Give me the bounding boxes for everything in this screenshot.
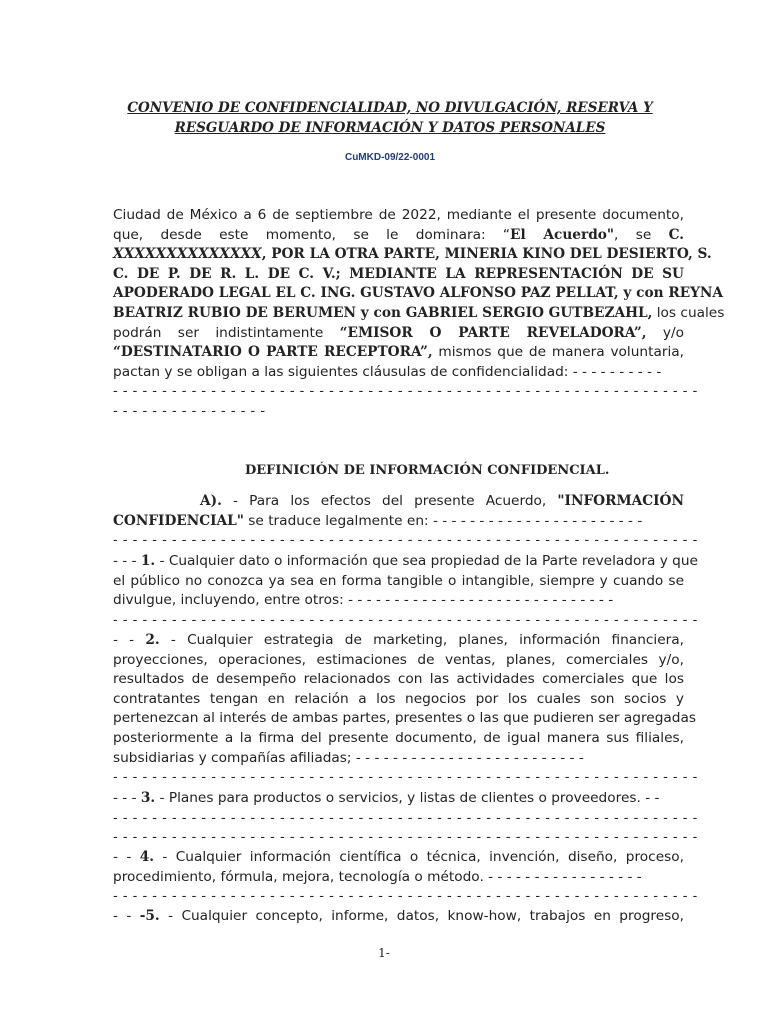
intro-line — [113, 226, 684, 246]
redacted-party: XXXXXXXXXXXXXX — [113, 246, 262, 263]
dash-filler: - - - - - - - - - - - - - - - - - - - - - - - - - - - - - - - - - - - - - - - - - - - - - - - - - - - - - - - - - - - - — [113, 612, 698, 628]
item-prefix: - - - — [113, 553, 141, 569]
item-line: divulgue, incluyendo, entre otros: - - - - - - - - - - - - - - - - - - - - - - - - - - - - - — [113, 592, 614, 609]
item-line: posteriormente a la firma del presente documento, de igual manera sus filiales, — [113, 729, 684, 746]
item-3 — [113, 789, 698, 848]
item-number: 4. — [139, 849, 154, 865]
intro-text: mismos que de manera voluntaria, — [432, 344, 685, 361]
intro-line — [113, 284, 724, 304]
dash-filler: - - - - - - - - - - - - - - - - — [113, 403, 266, 419]
item-line: subsidiarias y compañías afiliadas; - - - - - - - - - - - - - - - - - - - - - - - - - — [113, 749, 584, 766]
item-line: proyecciones, operaciones, estimaciones de ventas, planes, comerciales y/o, — [113, 651, 684, 668]
item-2 — [113, 631, 698, 788]
item-line: procedimiento, fórmula, mejora, tecnología o método. - - - - - - - - - - - - - - - - - — [113, 868, 642, 885]
intro-text: los cuales — [652, 304, 725, 321]
clause-bold: CONFIDENCIAL" — [113, 512, 244, 529]
item-number: 2. — [145, 632, 160, 648]
intro-bold: “DESTINATARIO O PARTE RECEPTORA”, — [113, 344, 433, 361]
clause-line — [113, 512, 684, 532]
item-line: el público no conozca ya sea en forma tangible o intangible, siempre y cuando se — [113, 572, 684, 589]
intro-text: podrán ser indistintamente — [113, 324, 340, 341]
clause-line — [113, 492, 684, 512]
item-5 — [113, 907, 684, 927]
clause-a — [113, 492, 698, 551]
dash-filler: - - - - - - - - - - - - - - - - - - - - - - - - - - - - - - - - - - - - - - - - - - - - - - - - - - - - - - - - - - - - — [113, 384, 698, 400]
clause-label: A). — [200, 493, 222, 509]
item-line: pertenezcan al interés de ambas partes, presentes o las que pudieren ser agregadas — [113, 710, 696, 727]
intro-line: Ciudad de México a 6 de septiembre de 2022, mediante el presente documento, — [113, 207, 684, 223]
intro-line — [113, 304, 725, 324]
intro-text: que, desde este momento, se le dominara: “ — [113, 226, 511, 243]
clause-bold: "INFORMACIÓN — [557, 493, 684, 509]
item-text: - Planes para productos o servicios, y listas de clientes o proveedores. - - — [155, 790, 660, 806]
item-line — [113, 552, 698, 572]
dash-filler: - - - - - - - - - - - - - - - - - - - - - - - - - - - - - - - - - - - - - - - - - - - - - - - - - - - - - - - - - - - - — [113, 830, 698, 846]
intro-line — [113, 324, 684, 344]
item-text: - Cualquier estrategia de marketing, planes, información financiera, — [159, 632, 684, 648]
item-line — [113, 848, 684, 868]
page-number: 1- — [378, 946, 390, 960]
intro-line: pactan y se obligan a las siguientes cláusulas de confidencialidad: - - - - - - - - - - — [113, 363, 662, 380]
item-number: -5. — [139, 908, 160, 924]
item-line: contratantes tengan en relación a los negocios por los cuales son socios y — [113, 690, 684, 707]
section-heading: DEFINICIÓN DE INFORMACIÓN CONFIDENCIAL. — [245, 463, 610, 478]
document-title — [110, 98, 670, 138]
item-text: - Cualquier información científica o técnica, invención, diseño, proceso, — [154, 849, 684, 865]
item-number: 3. — [140, 790, 156, 806]
item-line — [113, 631, 684, 651]
intro-bold: C. — [668, 226, 685, 243]
clause-text: se traduce legalmente en: - - - - - - - - - - - - - - - - - - - - - - - — [243, 512, 643, 529]
item-prefix: - - — [113, 632, 146, 648]
dash-filler: - - - - - - - - - - - - - - - - - - - - - - - - - - - - - - - - - - - - - - - - - - - - - - - - - - - - - - - - - - - - — [113, 533, 698, 549]
title-line-1: CONVENIO DE CONFIDENCIALIDAD, NO DIVULGACIÓN, RESERVA Y — [127, 100, 653, 116]
item-prefix: - - — [113, 908, 140, 924]
item-text: - Cualquier dato o información que sea propiedad de la Parte reveladora y que — [155, 553, 698, 569]
intro-line — [113, 343, 684, 363]
intro-line — [113, 245, 712, 265]
item-1 — [113, 552, 698, 630]
item-prefix: - - — [113, 849, 140, 865]
intro-bold: , POR LA OTRA PARTE, MINERIA KINO DEL DESIERTO, S. — [261, 246, 712, 263]
document-code: CuMKD-09/22-0001 — [344, 152, 436, 163]
item-line — [113, 789, 684, 809]
intro-bold: C. DE P. DE R. L. DE C. V.; MEDIANTE LA REPRESENTACIÓN DE SU — [113, 265, 684, 282]
intro-paragraph — [113, 206, 725, 422]
intro-bold: “EMISOR O PARTE REVELADORA”, — [339, 324, 647, 341]
dash-filler: - - - - - - - - - - - - - - - - - - - - - - - - - - - - - - - - - - - - - - - - - - - - - - - - - - - - - - - - - - - - — [113, 770, 698, 786]
item-number: 1. — [140, 553, 156, 569]
intro-text: , se — [614, 226, 669, 243]
item-prefix: - - - — [113, 790, 141, 806]
title-line-2: RESGUARDO DE INFORMACIÓN Y DATOS PERSONALES — [174, 120, 606, 136]
clause-text: - Para los efectos del presente Acuerdo, — [221, 493, 558, 509]
intro-bold: BEATRIZ RUBIO DE BERUMEN y con GABRIEL SERGIO GUTBEZAHL, — [113, 304, 653, 321]
intro-line — [113, 265, 684, 285]
item-text: - Cualquier concepto, informe, datos, know-how, trabajos en progreso, — [159, 908, 684, 924]
item-line: resultados de desempeño relacionados con las actividades comerciales que los — [113, 671, 684, 688]
intro-text: y/o — [646, 324, 685, 341]
acuerdo-term: El Acuerdo" — [510, 226, 615, 243]
dash-filler: - - - - - - - - - - - - - - - - - - - - - - - - - - - - - - - - - - - - - - - - - - - - - - - - - - - - - - - - - - - - — [113, 810, 698, 826]
item-4 — [113, 848, 698, 907]
intro-bold: APODERADO LEGAL EL C. ING. GUSTAVO ALFONSO PAZ PELLAT, y con REYNA — [113, 285, 724, 302]
item-line — [113, 907, 684, 927]
dash-filler: - - - - - - - - - - - - - - - - - - - - - - - - - - - - - - - - - - - - - - - - - - - - - - - - - - - - - - - - - - - - — [113, 889, 698, 905]
